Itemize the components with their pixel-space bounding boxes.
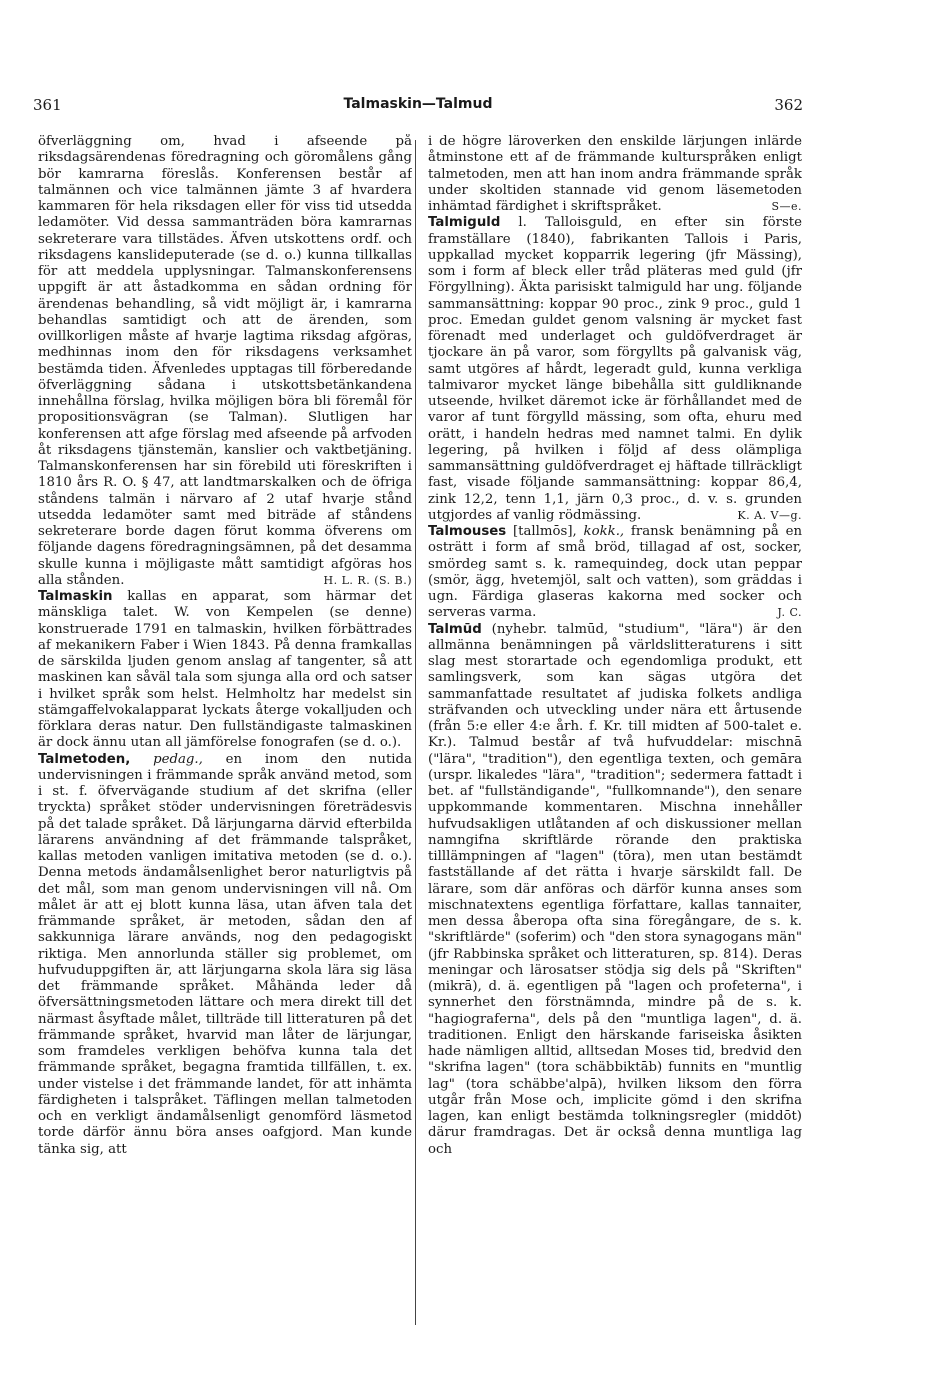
entry-headword: Talmiguld [428, 215, 501, 231]
author-signature: J. C. [777, 606, 802, 620]
entry-text: l. Talloisguld, en efter sin förste framställare (1840), fabrikanten Tallois i Paris, uppkallad mycket kopparrik legering (jfr Mässing), som i form af bleck eller tråd pläteras med guld (jfr Förgyllning). Äkta parisiskt talmiguld har ung. följande sammansättning: koppar 90 proc., zink 9 proc., guld 1 proc. Emedan guldet genom valsning är mycket fast förenadt med underlaget och guldöfverdraget är tjockare än på varor, som förgyllts på galvanisk väg, samt utgöres af hårdt, legeradt guld, kunna verkliga talmivaror mycket länge bibehålla sitt guldliknande utseende, hvilket däremot icke är förhållandet med de varor af tunt förgylld mässing, som ofta, ehuru med orätt, i handeln hedras med namnet talmi. En dylik legering, på hvilken i följd af dess olämpliga sammansättning guldöfverdraget ej häftade tillräckligt fast, visade följande sammansättning: koppar 86,4, zink 12,2, tenn 1,1, järn 0,3 proc., d. v. s. grunden utgjordes af vanlig rödmässing. [428, 215, 802, 523]
author-signature: H. L. R. (S. B.) [323, 573, 412, 587]
author-signature: K. A. V—g. [737, 508, 802, 522]
entry-headword: Talmūd [428, 621, 482, 637]
entry-talmetoden-continued [428, 134, 802, 215]
entry-talmud [428, 622, 802, 1158]
entry-text: (nyhebr. talmūd, "studium", "lära") är den allmänna benämningen på världslitteraturens i sitt slag mest storartade och egendomliga produkt, ett samlingsverk, som kan sägas utgöra det sammanfattade resultatet af judiska folkets andliga sträfvanden och utveckling under nära ett årtusende (från 5:e eller 4:e årh. f. Kr. till midten af 500-talet e. Kr.). Talmud består af två hufvuddelar: mischnā ("lära", "tradition"), den egentliga texten, och gemāra (urspr. likaledes "lära", "tradition"; sedermera fattadt i bet. af "fullständigande", "fullkomnande"), den senare uppkommande kommentaren. Mischna innehåller hufvudsakligen utlåtanden af och diskussioner mellan namngifna skriftlärde rörande den praktiska tilllämpningen af "lagen" (tōra), men utan bestämdt fastställande af det rätta i hvarje särskildt fall. De lärare, som där anföras och därför kunna anses som mischnatextens egentliga författare, kallas tannaiter, men dessa åberopa ofta sina föregångare, de s. k. "skriftlärde" (soferim) och "den stora synagogans män" (jfr Rabbinska språket och litteraturen, sp. 814). Deras meningar och lärosatser stödja sig dels på "Skriften" (mikrā), d. ä. egentligen på "lagen och profeterna", i synnerhet den förstnämnda, mindre på de s. k. "hagiograferna", dels på den "muntliga lagen", d. ä. traditionen. Enligt den härskande fariseiska åsikten hade nämligen alltid, alltsedan Moses tid, bredvid den "skrifna lagen" (tora schäbbiktāb) funnits en "muntlig lag" (tora schäbbe'alpā), hvilken liksom den förra utgår från Mose och, implicite gömd i den skrifna lagen, kan enligt bestämda tolkningsregler (middōt) därur framdragas. Det är också denna muntliga lag och [428, 621, 802, 1157]
entry-text: öfverläggning om, hvad i afseende på riksdagsärendenas föredragning och göromålens gång bör kamrarna föreslås. Konferensen består af talmännen och vice talmännen jämte 3 af hvardera kammaren för hela riksdagen eller för viss tid utsedda ledamöter. Vid dessa sammanträden böra kamrarnas sekreterare vara tillstädes. Äfven utskottens ordf. och riksdagens kanslideputerade (se d. o.) kunna tillkallas för att meddela upplysningar. Talmanskonferensens uppgift är att åstadkomma en sådan ordning för ärendenas behandling, så vidt möjligt är, i kamrarna behandlas samtidigt och att de ärenden, som ovillkorligen måste af hvarje lagtima riksdag afgöras, medhinnas inom den för riksdagens verksamhet bestämda tiden. Äfvenledes upptagas till förberedande öfverläggning sådana i utskottsbetänkandena innehållna förslag, hvilka möjligen böra bli föremål för propositionsvägran (se Talman). Slutligen har konferensen att afge förslag med afseende på arfvoden åt riksdagens tjänstemän, kanslier och vaktbetjäning. Talmanskonferensen har sin förebild uti föreskriften i 1810 års R. O. § 47, att landtmarskalken och de öfriga ståndens talmän i närvaro af 2 utaf hvarje stånd utsedda ledamöter samt med biträde af ståndens sekreterare borde dagen förut komma öfverens om följande dagens föredragningsämnen, på det desamma skulle kunna i möjligaste mått samtidigt afgöras hos alla stånden. [38, 134, 412, 588]
entry-headword: Talmouses [428, 524, 507, 539]
entry-talmanskonferens-continued [38, 134, 412, 589]
entry-text: i de högre läroverken den enskilde lärjungen inlärde åtminstone ett af de främmande kulturspråken enligt talmetoden, men att han inom andra främmande språk under skoltiden stannade vid genom läsemetoden inhämtad färdighet i skriftspråket. [428, 134, 802, 214]
entry-talmaskin [38, 589, 412, 752]
column-divider [415, 140, 416, 1325]
entry-headword: Talmetoden, [38, 751, 131, 767]
running-title: Talmaskin—Talmud [343, 96, 493, 112]
left-column [38, 134, 412, 1334]
author-signature: S—e. [771, 200, 802, 213]
page-number-right: 362 [774, 96, 803, 114]
page-header [33, 96, 803, 120]
page-number-left: 361 [33, 96, 62, 114]
right-column [428, 134, 802, 1334]
entry-text: kallas en apparat, som härmar det mänskliga talet. W. von Kempelen (se denne) konstruerade 1791 en talmaskin, hvilken förbättrades af mekanikern Faber i Wien 1843. På denna framkallas de särskilda ljuden genom anslag af tangenter, så att maskinen kan såväl tala som sjunga alla ord och satser i hvilket språk som helst. Helmholtz har medelst sin stämgaffelvokalapparat lyckats återge vokalljuden och förklara deras natur. Den fullständigaste talmaskinen är dock ännu utan all jämförelse fonografen (se d. o.). [38, 589, 412, 751]
entry-talmiguld [428, 215, 802, 524]
entry-headword: Talmaskin [38, 589, 113, 604]
entry-talmouses [428, 524, 802, 622]
entry-subject-abbr: kokk., [583, 524, 625, 539]
entry-subject-abbr: pedag., [153, 751, 203, 767]
entry-talmetoden [38, 752, 412, 1158]
entry-text: en inom den nutida undervisningen i främmande språk använd metod, som i st. f. öfvervägande studium af det skrifna (eller tryckta) språket stöder undervisningen företrädesvis på det talade språket. Då lärjungarna därvid efterbilda lärarens användning af det främmande talspråket, kallas metoden vanligen imitativa metoden (se d. o.). Denna metods ändamålsenlighet beror naturligtvis på det mål, som man genom undervisningen vill nå. Om målet är att ej blott kunna läsa, utan äfven tala det främmande språket, är metoden, sådan den af sakkunniga lärare används, nog den pedagogiskt riktiga. Men annorlunda ställer sig problemet, om hufvuduppgiften är, att lärjungarna skola lära sig läsa det främmande språket. Måhända leder då öfversättningsmetoden lättare och mera direkt till det närmast åsyftade målet, tillträde till litteraturen på det främmande språket, hvarvid man låter de lärjungar, som framdeles verkligen behöfva kunna tala det främmande språket, begagna framtida tillfällen, t. ex. under vistelse i det främmande landet, för att inhämta färdigheten i talspråket. Täflingen mellan talmetoden och en verkligt ändamålsenligt genomförd läsmetod torde därför ännu böra anses oafgjord. Man kunde tänka sig, att [38, 751, 412, 1157]
entry-text: fransk benämning på en osträtt i form af små bröd, tillagad af ost, socker, smördeg samt s. k. ramequindeg, dock utan peppar (smör, ägg, hvetemjöl, salt och vatten), som gräddas i ugn. Färdiga glaseras kakorna med socker och serveras varma. [428, 524, 802, 621]
entry-pronunciation: [tallmōs], [512, 524, 577, 539]
